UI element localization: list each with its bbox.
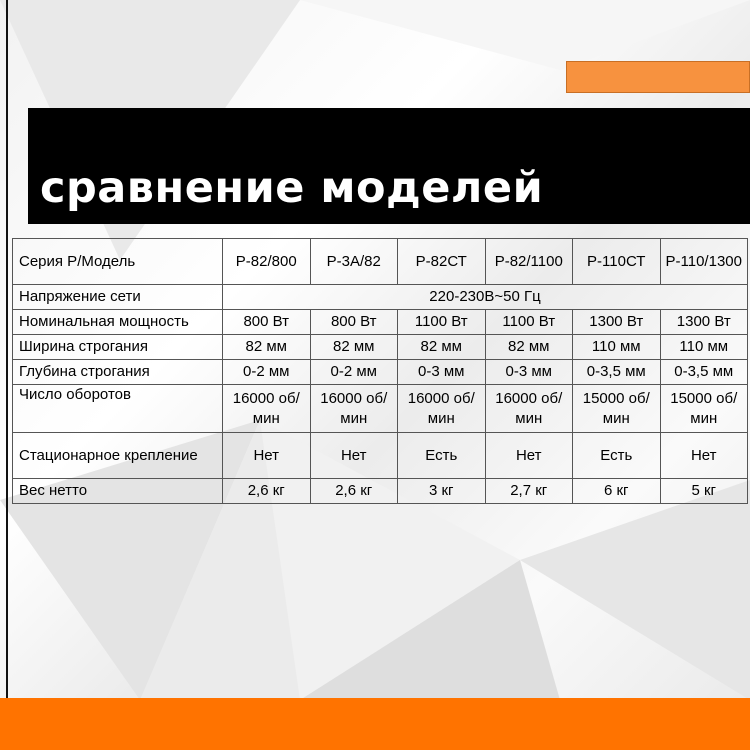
- table-cell: 110 мм: [660, 335, 748, 360]
- table-cell: 0-3 мм: [398, 360, 486, 385]
- voltage-value: 220-230В~50 Гц: [223, 285, 748, 310]
- table-cell: 2,7 кг: [485, 479, 573, 504]
- model-header: Р-110/1300: [660, 239, 748, 285]
- table-cell: Нет: [310, 433, 398, 479]
- table-cell: 2,6 кг: [223, 479, 311, 504]
- table-cell: Нет: [223, 433, 311, 479]
- comparison-table: [12, 238, 748, 504]
- row-label: Вес нетто: [13, 479, 223, 504]
- table-row: [13, 310, 748, 335]
- model-header: Р-82СТ: [398, 239, 486, 285]
- table-cell: 82 мм: [398, 335, 486, 360]
- table-cell: 16000 об/мин: [485, 385, 573, 433]
- table-cell: 0-3,5 мм: [660, 360, 748, 385]
- table-cell: 82 мм: [310, 335, 398, 360]
- row-label: Напряжение сети: [13, 285, 223, 310]
- table-cell: 15000 об/мин: [660, 385, 748, 433]
- table-cell: 800 Вт: [223, 310, 311, 335]
- accent-tab: [566, 61, 750, 93]
- table-cell: Есть: [573, 433, 661, 479]
- table-row: [13, 335, 748, 360]
- model-header: Р-82/800: [223, 239, 311, 285]
- table-cell: 15000 об/мин: [573, 385, 661, 433]
- row-label: Число оборотов: [13, 385, 223, 433]
- model-header: Р-82/1100: [485, 239, 573, 285]
- table-row: [13, 479, 748, 504]
- table-row: [13, 433, 748, 479]
- table-cell: 110 мм: [573, 335, 661, 360]
- page-title: сравнение моделей: [40, 163, 544, 213]
- row-label: Ширина строгания: [13, 335, 223, 360]
- table-cell: 1300 Вт: [660, 310, 748, 335]
- table-cell: 6 кг: [573, 479, 661, 504]
- header-label: Серия Р/Модель: [13, 239, 223, 285]
- table-cell: 800 Вт: [310, 310, 398, 335]
- table-cell: 5 кг: [660, 479, 748, 504]
- table-cell: 1300 Вт: [573, 310, 661, 335]
- table-cell: 0-2 мм: [310, 360, 398, 385]
- table-cell: 3 кг: [398, 479, 486, 504]
- table-cell: 16000 об/мин: [398, 385, 486, 433]
- table-cell: 82 мм: [223, 335, 311, 360]
- row-label: Номинальная мощность: [13, 310, 223, 335]
- bottom-accent-bar: [0, 698, 750, 750]
- table-cell: 16000 об/мин: [310, 385, 398, 433]
- model-header: Р-110СТ: [573, 239, 661, 285]
- table-cell: Есть: [398, 433, 486, 479]
- table-cell: 16000 об/мин: [223, 385, 311, 433]
- table-cell: 0-3 мм: [485, 360, 573, 385]
- table-cell: 1100 Вт: [398, 310, 486, 335]
- table-cell: 82 мм: [485, 335, 573, 360]
- table-cell: 2,6 кг: [310, 479, 398, 504]
- table-header-row: [13, 239, 748, 285]
- left-divider: [6, 0, 8, 700]
- table-row: [13, 285, 748, 310]
- table-cell: Нет: [660, 433, 748, 479]
- table-cell: Нет: [485, 433, 573, 479]
- row-label: Стационарное крепление: [13, 433, 223, 479]
- table-row: [13, 360, 748, 385]
- model-header: Р-3А/82: [310, 239, 398, 285]
- table-row: [13, 385, 748, 433]
- table-cell: 0-3,5 мм: [573, 360, 661, 385]
- row-label: Глубина строгания: [13, 360, 223, 385]
- table-cell: 1100 Вт: [485, 310, 573, 335]
- table-cell: 0-2 мм: [223, 360, 311, 385]
